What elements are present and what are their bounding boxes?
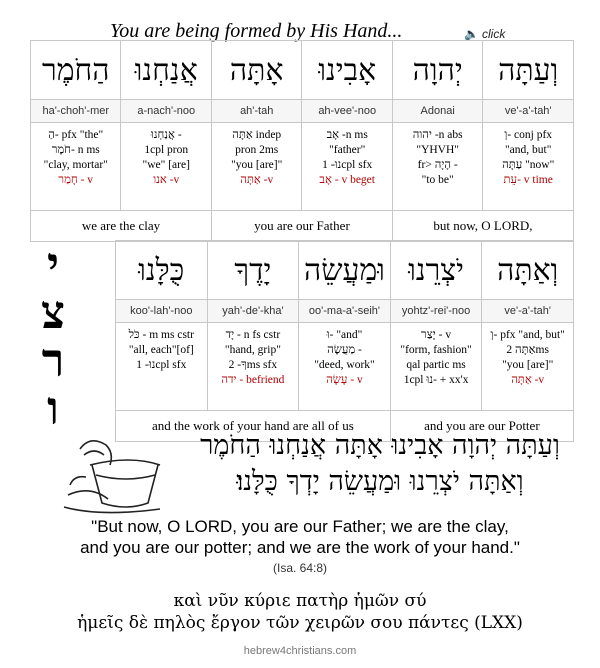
word-gloss xyxy=(302,123,392,211)
gloss-row xyxy=(31,123,574,211)
greek-line: καὶ νῦν κύριε πατὴρ ἡμῶν σύ xyxy=(173,591,427,611)
hebrew-word: הַחֹמֶר xyxy=(31,41,121,100)
gloss-line: "you [are]" xyxy=(231,159,283,171)
gloss-line: הַ- pfx "the" xyxy=(48,129,104,141)
word-gloss xyxy=(207,323,299,411)
gloss-line: וְ- conj pfx xyxy=(504,129,553,141)
gloss-line: "and, but" xyxy=(504,144,552,156)
quote-line: "But now, O LORD, you are our Father; we are the clay, xyxy=(91,517,509,536)
gloss-line: qal partic ms xyxy=(406,359,466,371)
side-letters-yotzer xyxy=(18,237,88,435)
potter-hands-cup-illustration xyxy=(60,425,180,517)
gloss-line: אָב - v beget xyxy=(319,174,375,186)
english-phrase: and the work of your hand are all of us xyxy=(116,411,391,442)
side-letter: ו xyxy=(47,381,59,435)
word-gloss xyxy=(211,123,301,211)
gloss-line: נוּ- 1cpl sfx xyxy=(136,359,187,371)
gloss-line: "YHVH" xyxy=(416,144,459,156)
word-gloss xyxy=(390,323,482,411)
hebrew-word: יְהוָה xyxy=(392,41,482,100)
gloss-line: יָצַר - v xyxy=(421,329,452,341)
page-title: You are being formed by His Hand... xyxy=(110,20,403,42)
transliteration: ah-vee'-noo xyxy=(302,100,392,123)
word-gloss xyxy=(299,323,391,411)
gloss-line: "deed, work" xyxy=(314,359,375,371)
transliteration: ha'-choh'-mer xyxy=(31,100,121,123)
greek-lxx-text xyxy=(20,590,580,634)
english-phrase: you are our Father xyxy=(211,211,392,242)
hebrew-word: וּמַעֲשֵׂה xyxy=(299,241,391,300)
gloss-line: אַתָּה -v xyxy=(511,374,545,386)
gloss-line: ךָ- 2ms sfx xyxy=(228,359,278,371)
full-hebrew-verse xyxy=(180,428,580,500)
transliteration: yohtz'-rei'-noo xyxy=(390,300,482,323)
side-letter: צ xyxy=(40,285,66,339)
gloss-line: עָשָׂה - v xyxy=(326,374,363,386)
english-phrase: and you are our Potter xyxy=(390,411,573,442)
english-quote xyxy=(30,516,570,558)
hebrew-word: יָדֶךָ xyxy=(207,241,299,300)
gloss-line: עַתָּה "now" xyxy=(502,159,555,171)
transliteration: koo'-lah'-noo xyxy=(116,300,208,323)
scripture-reference: (Isa. 64:8) xyxy=(272,561,328,575)
gloss-line: ידה - befriend xyxy=(221,374,285,386)
hebrew-word: אֲנַחְנוּ xyxy=(121,41,211,100)
gloss-line: אַתָּה -v xyxy=(240,174,274,186)
transliteration: ah'-tah xyxy=(211,100,301,123)
hebrew-word: אָבִינוּ xyxy=(302,41,392,100)
side-letter: ר xyxy=(41,333,65,387)
gloss-line: "father" xyxy=(329,144,366,156)
transliteration-row xyxy=(31,100,574,123)
word-gloss xyxy=(482,323,574,411)
hebrew-word-row xyxy=(31,41,574,100)
gloss-line: וְ- pfx "and, but" xyxy=(490,329,565,341)
hebrew-line: וְאַתָּה יֹצְרֵנוּ וּמַעֲשֵׂה יָדְךָ כֻּלָּנוּ׃ xyxy=(236,466,524,497)
gloss-line: 1cpl נוּ- + xx'x xyxy=(403,374,469,386)
transliteration: oo'-ma-a'-seih' xyxy=(299,300,391,323)
gloss-line: "we" [are] xyxy=(142,159,190,171)
gloss-line: יָד - n fs cstr xyxy=(225,329,281,341)
word-gloss xyxy=(483,123,574,211)
word-gloss xyxy=(31,123,121,211)
word-gloss xyxy=(121,123,211,211)
hebrew-word: אָתָּה xyxy=(211,41,301,100)
gloss-line: "form, fashion" xyxy=(400,344,472,356)
gloss-row xyxy=(116,323,574,411)
english-row xyxy=(31,211,574,242)
gloss-line: חֹמֶר- n ms xyxy=(51,144,100,156)
site-credit: hebrew4christians.com xyxy=(243,645,357,657)
gloss-line: יהוה -n abs xyxy=(412,129,463,141)
hebrew-word: כֻּלָּנוּ xyxy=(116,241,208,300)
gloss-line: fr> הָיָה - xyxy=(417,159,458,171)
gloss-line: "you [are]" xyxy=(502,359,554,371)
gloss-line: כֹּל - m ms cstr xyxy=(128,329,194,341)
transliteration: Adonai xyxy=(392,100,482,123)
english-phrase: but now, O LORD, xyxy=(392,211,573,242)
gloss-line: "to be" xyxy=(421,174,454,186)
hebrew-word: וְעַתָּה xyxy=(483,41,574,100)
transliteration-row xyxy=(116,300,574,323)
hebrew-word: יֹצְרֵנוּ xyxy=(390,241,482,300)
gloss-line: אַתָּה indep xyxy=(232,129,282,141)
gloss-line: אֲנַחְנוּ - xyxy=(150,129,182,141)
gloss-line: מַעֲשֶׂה - xyxy=(327,344,362,356)
speaker-icon[interactable]: 🔈 xyxy=(464,27,479,41)
hebrew-word: וְאַתָּה xyxy=(482,241,574,300)
gloss-line: 1cpl pron xyxy=(144,144,189,156)
english-phrase: we are the clay xyxy=(31,211,212,242)
verse2-table xyxy=(115,240,574,442)
gloss-line: חָמַר - v xyxy=(58,174,94,186)
verse1-table xyxy=(30,40,574,242)
gloss-line: עֵת- v time xyxy=(503,174,553,186)
gloss-line: נוּ- 1cpl sfx xyxy=(322,159,373,171)
gloss-line: "hand, grip" xyxy=(224,344,281,356)
gloss-line: "clay, mortar" xyxy=(43,159,108,171)
gloss-line: וּ- "and" xyxy=(326,329,363,341)
word-gloss xyxy=(392,123,482,211)
gloss-line: pron 2ms xyxy=(235,144,279,156)
word-gloss xyxy=(116,323,208,411)
side-letter: י xyxy=(46,237,60,291)
hebrew-word-row xyxy=(116,241,574,300)
gloss-line: אַתָּה 2ms xyxy=(506,344,549,356)
transliteration: ve'-a'-tah' xyxy=(483,100,574,123)
hebrew-line: וְעַתָּה יְהוָה אָבִינוּ אָתָּה אֲנַחְנוּ הַחֹמֶר xyxy=(200,430,560,461)
gloss-line: "all, each"[of] xyxy=(128,344,194,356)
audio-click-link[interactable]: click xyxy=(482,27,506,41)
transliteration: yah'-de'-kha' xyxy=(207,300,299,323)
transliteration: ve'-a'-tah' xyxy=(482,300,574,323)
quote-line: and you are our potter; and we are the work of your hand." xyxy=(80,538,520,557)
transliteration: a-nach'-noo xyxy=(121,100,211,123)
gloss-line: אנו -v xyxy=(153,174,180,186)
greek-line: ἡμεῖς δὲ πηλὸς ἔργον τῶν χειρῶν σου πάντες (LXX) xyxy=(77,613,523,633)
gloss-line: אָב -n ms xyxy=(326,129,368,141)
